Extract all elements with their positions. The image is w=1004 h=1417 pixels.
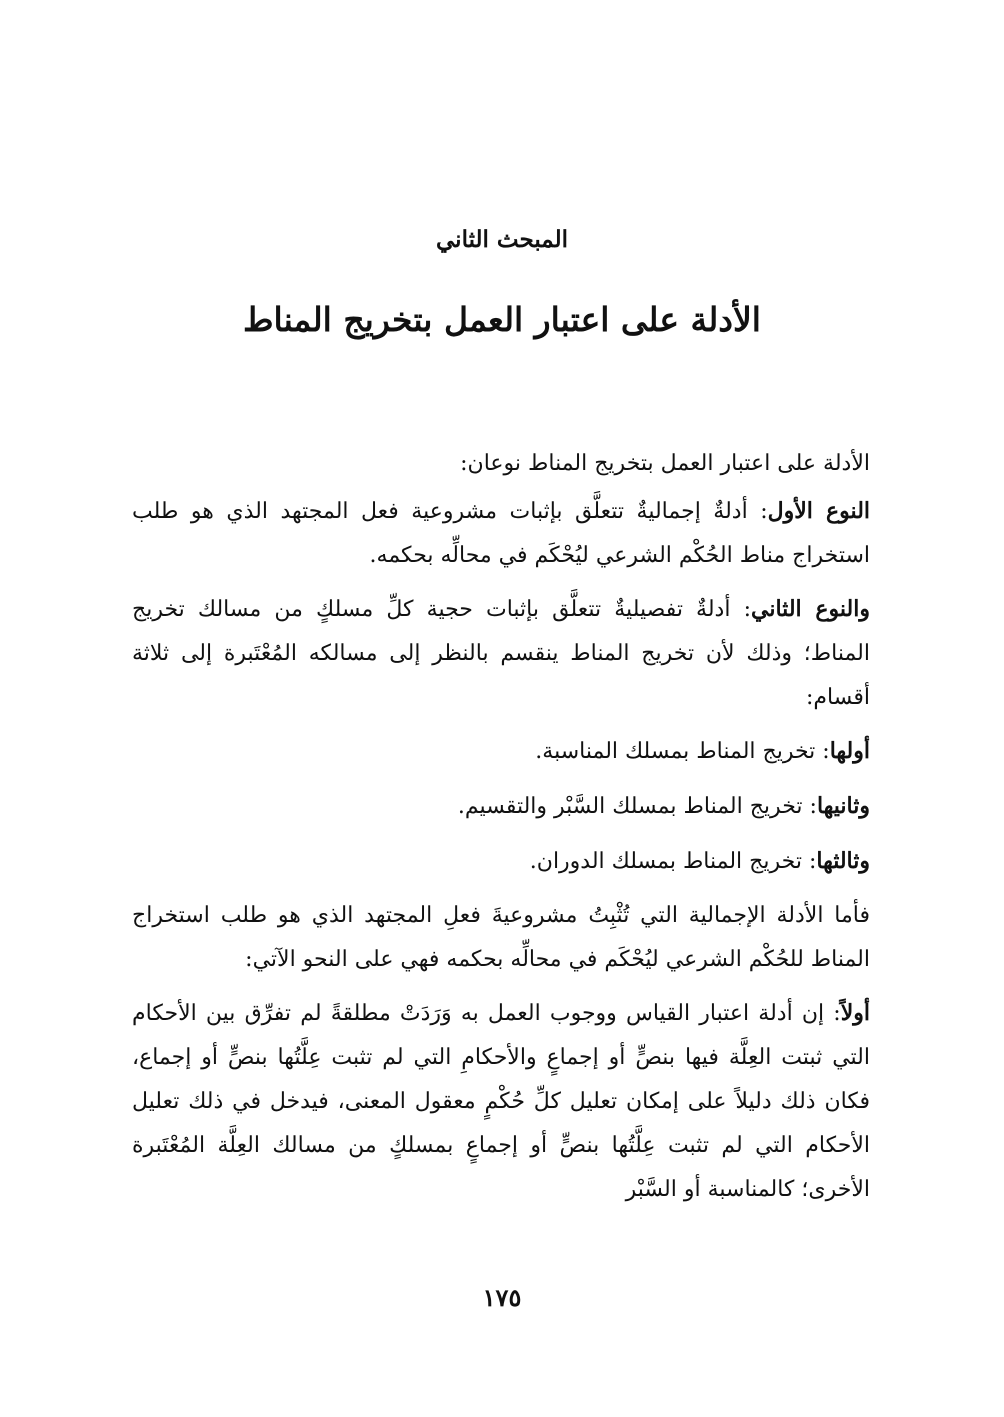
- list-item-lead: وثانيها: [816, 793, 870, 819]
- summary-paragraph: فأما الأدلة الإجمالية التي تُثْبِتُ مشروعيةَ فعلِ المجتهد الذي هو طلب استخراج المناط للحُكْم الشرعي ليُحْكَم في محالِّه بحكمه فهي على النحو الآتي:: [132, 903, 870, 972]
- first-type-lead: النوع الأول: [767, 498, 871, 524]
- first-evidence-text: : إن أدلة اعتبار القياس ووجوب العمل به وَرَدَتْ مطلقةً لم تفرِّق بين الأحكام التي ثبتت العِلَّة فيها بنصٍّ أو إجماعٍ والأحكامِ التي لم تثبت عِلَّتُها بنصٍّ أو إجماع، فكان ذلك دليلاً على إمكان تعليل كلِّ حُكْمٍ معقول المعنى، فيدخل في ذلك تعليل الأحكام التي لم تثبت عِلَّتُها بنصٍّ أو إجماعٍ بمسلكٍ من مسالك العِلَّة المُعْتَبرة الأخرى؛ كالمناسبة أو السَّبْر: [132, 1001, 870, 1202]
- list-item-lead: أولها: [829, 738, 870, 764]
- list-item: [132, 729, 870, 774]
- list-item: [132, 784, 870, 829]
- list-item-text: : تخريج المناط بمسلك الدوران.: [529, 849, 817, 874]
- first-type-paragraph: [132, 489, 870, 578]
- second-type-paragraph: [132, 587, 870, 720]
- list-item: [132, 839, 870, 884]
- intro-paragraph: الأدلة على اعتبار العمل بتخريج المناط نوعان:: [460, 451, 870, 476]
- list-item-lead: وثالثها: [816, 848, 870, 874]
- list-item-text: : تخريج المناط بمسلك السَّبْر والتقسيم.: [457, 794, 817, 819]
- chapter-title: الأدلة على اعتبار العمل بتخريج المناط: [243, 300, 761, 339]
- second-type-text: : أدلةٌ تفصيليةٌ تتعلَّق بإثبات حجية كلِّ مسلكٍ من مسالك تخريج المناط؛ وذلك لأن تخريج المناط ينقسم بالنظر إلى مسالكه المُعْتَبرة إلى ثلاثة أقسام:: [132, 597, 870, 710]
- first-evidence-lead: أولاً: [840, 1000, 870, 1026]
- section-label: المبحث الثاني: [436, 226, 568, 253]
- second-type-lead: والنوع الثاني: [751, 596, 870, 622]
- list-item-text: : تخريج المناط بمسلك المناسبة.: [535, 739, 830, 764]
- body-text: [132, 442, 870, 1221]
- page-number: ١٧٥: [482, 1283, 522, 1312]
- first-evidence-paragraph: [132, 991, 870, 1212]
- first-type-text: : أدلةٌ إجماليةٌ تتعلَّق بإثبات مشروعية فعل المجتهد الذي هو طلب استخراج مناط الحُكْم الشرعي ليُحْكَم في محالِّه بحكمه.: [132, 499, 870, 568]
